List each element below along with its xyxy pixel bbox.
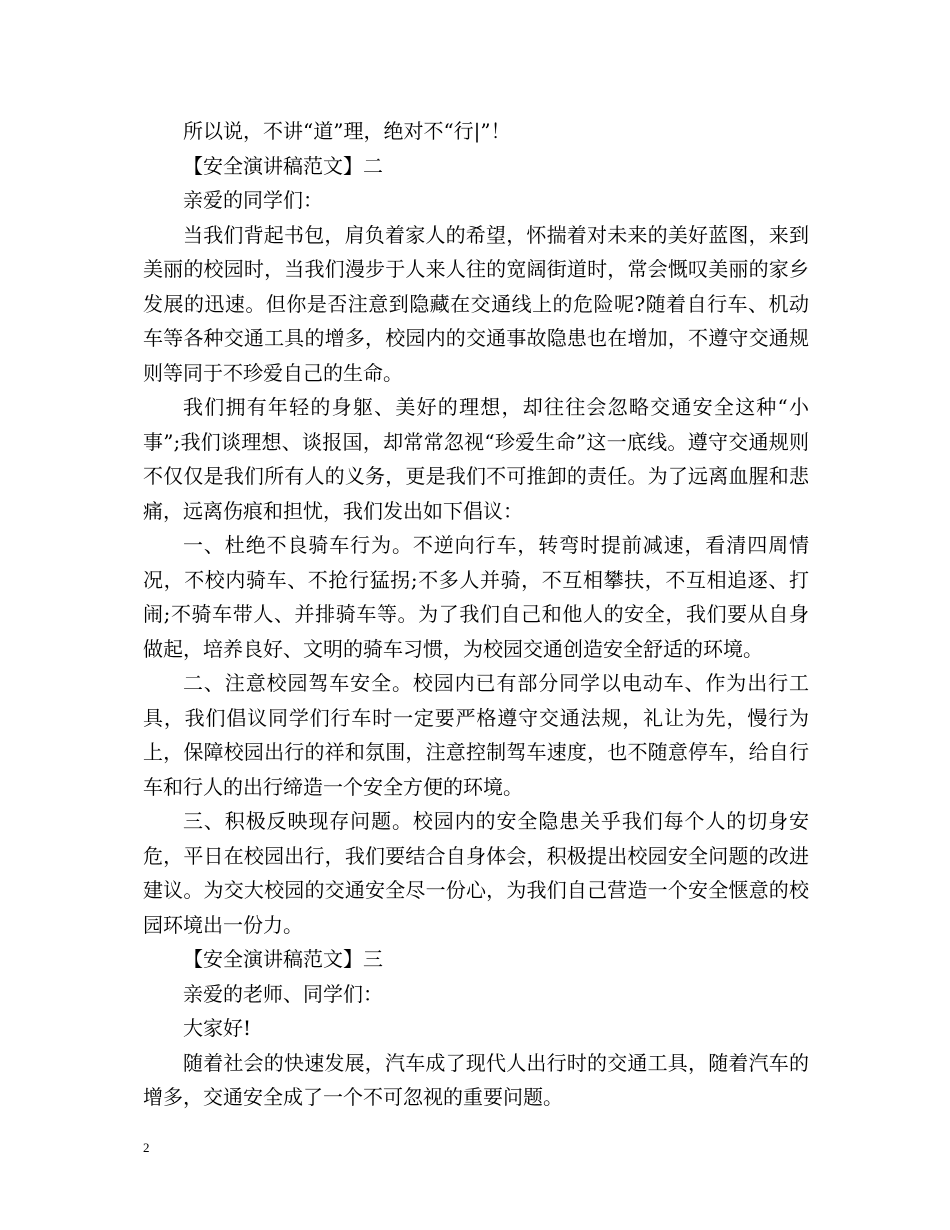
paragraph-proposal: 我们拥有年轻的身躯、美好的理想，却往往会忽略交通安全这种“小事”;我们谈理想、谈报国，却常常忽视“珍爱生命”这一底线。遵守交通规则不仅仅是我们所有人的义务，更是我们不可推卸的责任。为了远离血腥和悲痛，远离伤痕和担忧，我们发出如下倡议： xyxy=(143,395,809,523)
paragraph-closing-remark: 所以说，不讲“道”理，绝对不“行|”！ xyxy=(183,119,511,143)
paragraph-traffic-safety: 随着社会的快速发展，汽车成了现代人出行时的交通工具，随着汽车的增多，交通安全成了一个不可忽视的重要问题。 xyxy=(143,1050,809,1109)
greeting: 大家好! xyxy=(183,1016,252,1040)
page-number: 2 xyxy=(143,1140,150,1155)
salutation-teachers-students: 亲爱的老师、同学们： xyxy=(183,981,383,1006)
paragraph-intro: 当我们背起书包，肩负着家人的希望，怀揣着对未来的美好蓝图，来到美丽的校园时，当我们漫步于人来人往的宽阔街道时，常会慨叹美丽的家乡发展的迅速。但你是否注意到隐藏在交通线上的危险呢?随着自行车、机动车等各种交通工具的增多，校园内的交通事故隐患也在增加，不遵守交通规则等同于不珍爱自己的生命。 xyxy=(143,222,809,385)
paragraph-point-three: 三、积极反映现存问题。校园内的安全隐患关乎我们每个人的切身安危，平日在校园出行，我们要结合自身体会，积极提出校园安全问题的改进建议。为交大校园的交通安全尽一份心，为我们自己营造一个安全惬意的校园环境出一份力。 xyxy=(143,809,809,937)
heading-speech-two: 【安全演讲稿范文】二 xyxy=(183,153,383,178)
paragraph-point-one: 一、杜绝不良骑车行为。不逆向行车，转弯时提前减速，看清四周情况，不校内骑车、不抢行猛拐;不多人并骑，不互相攀扶，不互相追逐、打闹;不骑车带人、并排骑车等。为了我们自己和他人的安全，我们要从自身做起，培养良好、文明的骑车习惯，为校园交通创造安全舒适的环境。 xyxy=(143,533,809,661)
heading-speech-three: 【安全演讲稿范文】三 xyxy=(183,947,383,971)
salutation-students: 亲爱的同学们： xyxy=(183,188,323,212)
document-body xyxy=(143,114,809,1115)
paragraph-point-two: 二、注意校园驾车安全。校园内已有部分同学以电动车、作为出行工具，我们倡议同学们行车时一定要严格遵守交通法规，礼让为先，慢行为上，保障校园出行的祥和氛围，注意控制驾车速度，也不随意停车，给自行车和行人的出行缔造一个安全方便的环境。 xyxy=(143,671,809,799)
